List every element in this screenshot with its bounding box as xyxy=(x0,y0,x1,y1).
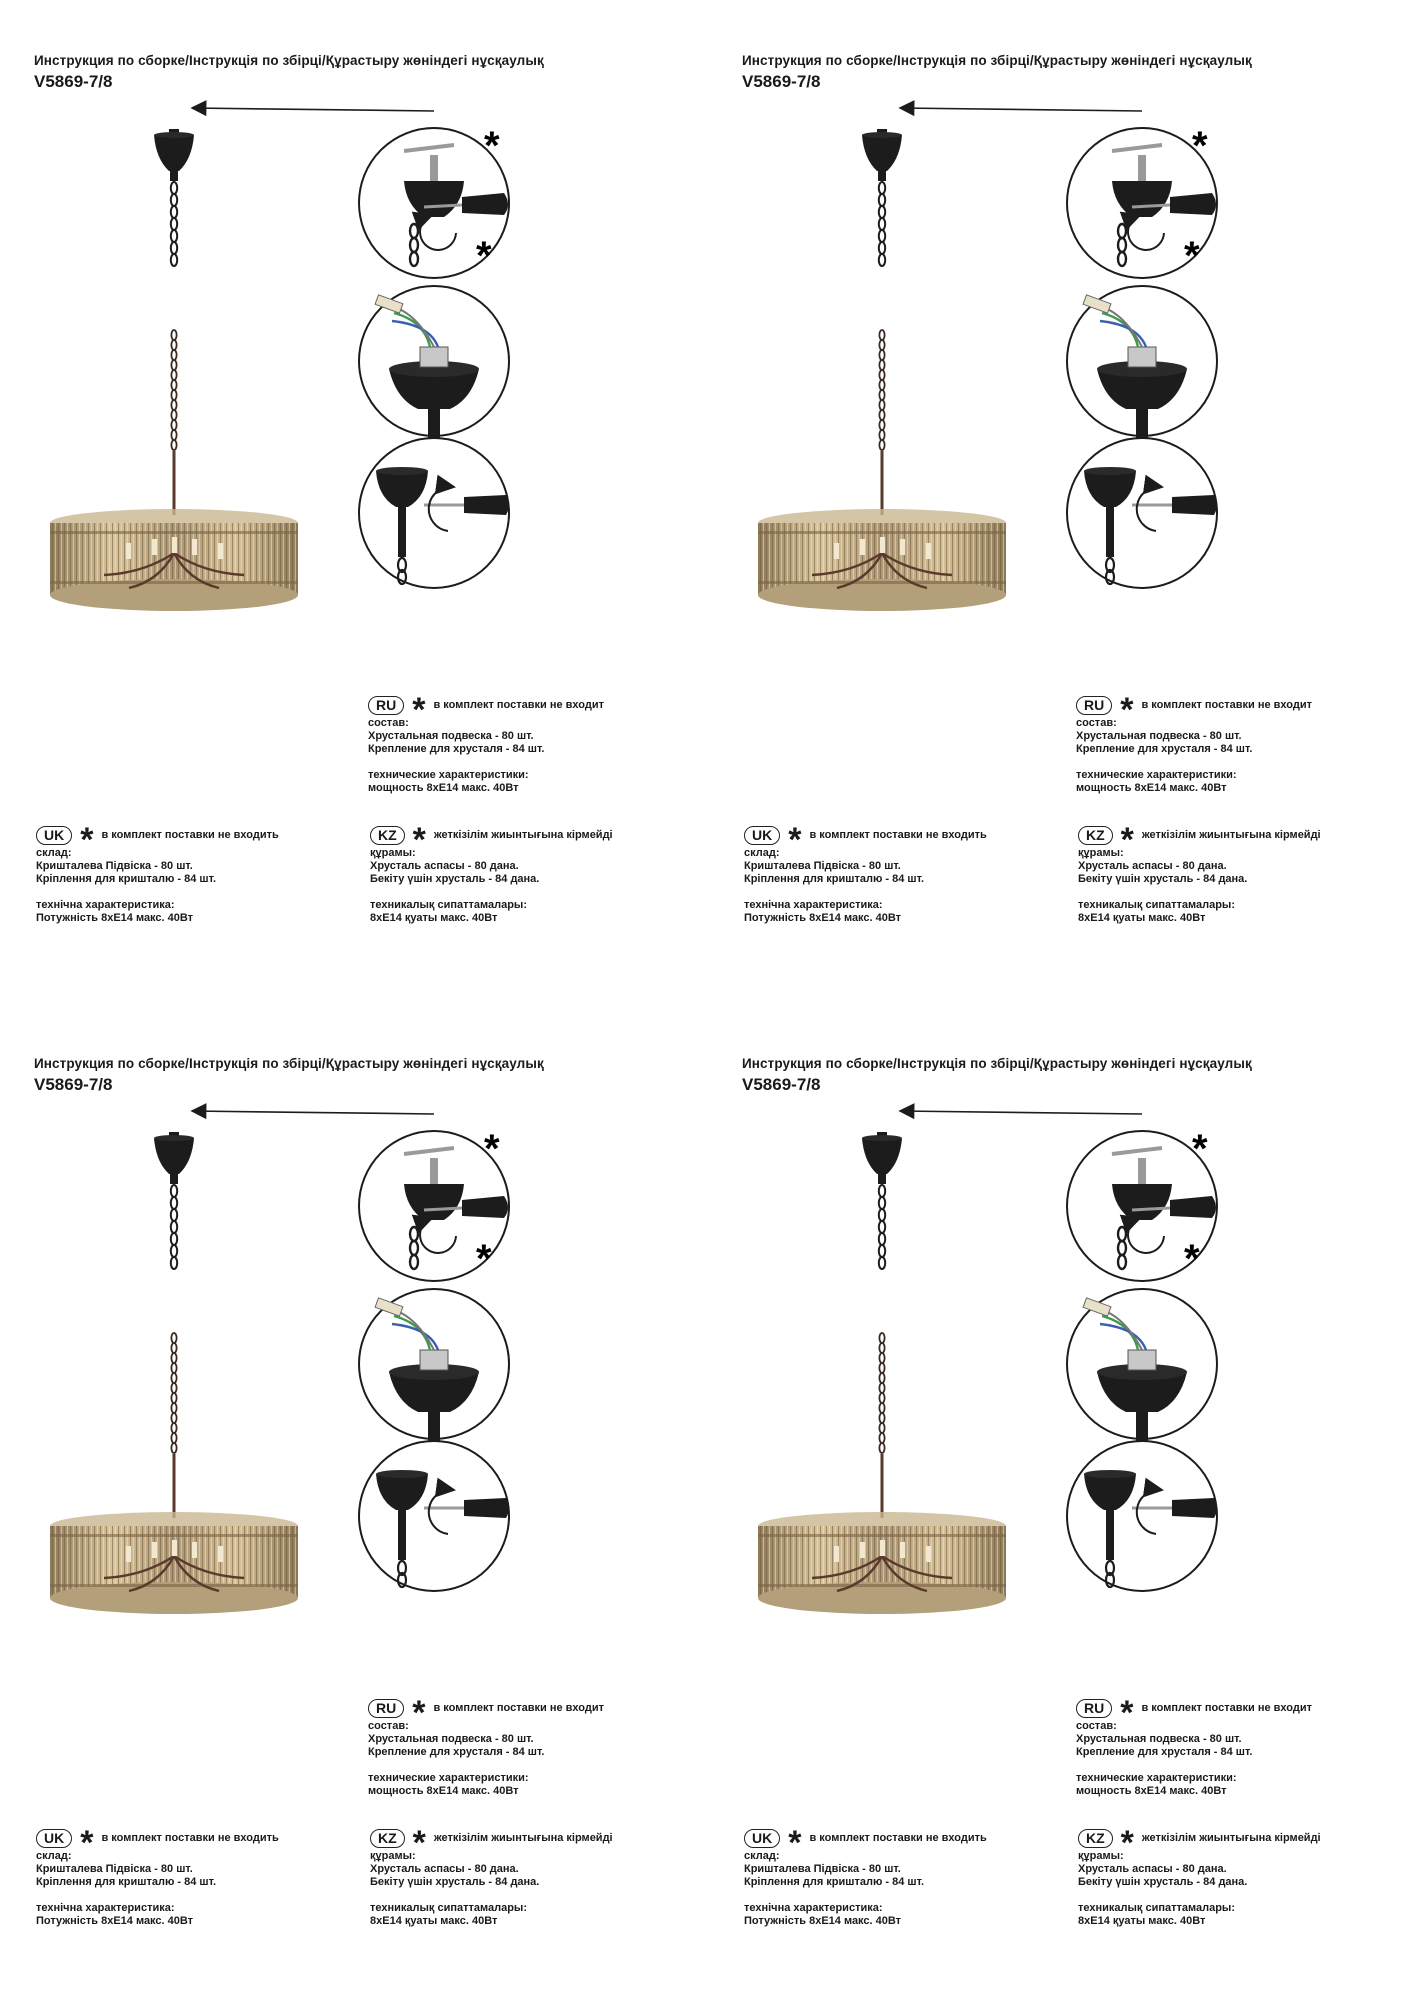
instruction-title: Инструкция по сборке/Інструкція по збірці/Құрастыру жөніндегі нұсқаулық xyxy=(742,1056,1252,1071)
asterisk-icon: * xyxy=(412,1824,426,1862)
language-badge-uk: UK xyxy=(744,826,780,845)
detail-mounting-screws xyxy=(359,1127,509,1281)
asterisk-icon: * xyxy=(1192,124,1208,168)
language-badge-uk: UK xyxy=(744,1829,780,1848)
composition-item: Кріплення для кришталю - 84 шт. xyxy=(744,1876,925,1888)
language-badge-ru: RU xyxy=(1076,1699,1112,1718)
asterisk-icon: * xyxy=(1120,821,1134,859)
composition-item: Кріплення для кришталю - 84 шт. xyxy=(744,873,925,885)
detail-mounting-screws xyxy=(1067,124,1217,278)
chandelier-illustration xyxy=(50,1512,298,1614)
composition-label: состав: xyxy=(1076,717,1117,729)
composition-item: Кришталева Підвіска - 80 шт. xyxy=(36,1863,193,1875)
chain-icon xyxy=(879,182,885,266)
composition-label: құрамы: xyxy=(1078,1850,1124,1862)
chain-icon xyxy=(879,1333,884,1453)
chain-icon xyxy=(171,1333,176,1453)
specs-value: Потужність 8хЕ14 макс. 40Вт xyxy=(744,912,902,924)
specs-label: технічна характеристика: xyxy=(36,1902,175,1914)
composition-label: склад: xyxy=(744,1850,780,1862)
composition-label: құрамы: xyxy=(370,847,416,859)
composition-label: склад: xyxy=(36,847,72,859)
specs-label: технические характеристики: xyxy=(1076,769,1237,781)
composition-item: Кріплення для кришталю - 84 шт. xyxy=(36,873,217,885)
specs-value: мощность 8хЕ14 макс. 40Вт xyxy=(368,1785,519,1797)
not-included-note: в комплект поставки не входит xyxy=(1141,699,1312,711)
pointer-arrow xyxy=(900,1111,1142,1114)
chain-icon xyxy=(879,330,884,450)
uk-description xyxy=(36,1850,216,1928)
specs-label: технічна характеристика: xyxy=(36,899,175,911)
ru-description xyxy=(1076,717,1252,795)
model-number: V5869-7/8 xyxy=(34,1075,113,1094)
composition-item: Хрусталь аспасы - 80 дана. xyxy=(1078,860,1227,872)
composition-label: состав: xyxy=(368,717,409,729)
assembly-illustration xyxy=(34,1056,714,1616)
specs-label: технические характеристики: xyxy=(368,769,529,781)
composition-label: состав: xyxy=(1076,1720,1117,1732)
instruction-title: Инструкция по сборке/Інструкція по збірці/Құрастыру жөніндегі нұсқаулық xyxy=(742,53,1252,68)
chain-icon xyxy=(879,1185,885,1269)
composition-item: Кріплення для кришталю - 84 шт. xyxy=(36,1876,217,1888)
detail-wiring xyxy=(359,1289,509,1442)
asterisk-icon: * xyxy=(1192,1127,1208,1171)
specs-value: Потужність 8хЕ14 макс. 40Вт xyxy=(744,1915,902,1927)
composition-item: Кришталева Підвіска - 80 шт. xyxy=(744,860,901,872)
language-badge-uk: UK xyxy=(36,1829,72,1848)
asterisk-icon: * xyxy=(476,234,492,278)
asterisk-icon: * xyxy=(80,821,94,859)
asterisk-icon: * xyxy=(80,1824,94,1862)
instruction-block xyxy=(742,1056,1415,2016)
composition-item: Хрустальная подвеска - 80 шт. xyxy=(368,1733,534,1745)
ru-description xyxy=(1076,1720,1252,1798)
ru-description xyxy=(368,1720,544,1798)
asterisk-icon: * xyxy=(788,821,802,859)
kz-description xyxy=(370,1850,539,1928)
specs-value: 8хЕ14 қуаты макс. 40Вт xyxy=(370,1915,498,1927)
detail-wiring xyxy=(359,286,509,439)
asterisk-icon: * xyxy=(1120,1824,1134,1862)
language-badge-ru: RU xyxy=(368,1699,404,1718)
composition-item: Крепление для хрусталя - 84 шт. xyxy=(1076,743,1253,755)
language-badge-kz: KZ xyxy=(370,1829,405,1848)
not-included-note: в комплект поставки не входит xyxy=(433,699,604,711)
composition-label: состав: xyxy=(368,1720,409,1732)
not-included-note: в комплект поставки не входить xyxy=(101,1832,279,1844)
detail-wiring xyxy=(1067,286,1217,439)
composition-item: Хрусталь аспасы - 80 дана. xyxy=(370,860,519,872)
composition-item: Бекіту үшін хрусталь - 84 дана. xyxy=(1078,873,1248,885)
composition-item: Крепление для хрусталя - 84 шт. xyxy=(368,743,545,755)
ceiling-canopy-icon xyxy=(862,129,902,181)
composition-item: Крепление для хрусталя - 84 шт. xyxy=(1076,1746,1253,1758)
composition-label: құрамы: xyxy=(1078,847,1124,859)
specs-label: технические характеристики: xyxy=(368,1772,529,1784)
assembly-illustration xyxy=(742,53,1415,613)
composition-label: құрамы: xyxy=(370,1850,416,1862)
specs-label: технічна характеристика: xyxy=(744,899,883,911)
specs-value: 8хЕ14 қуаты макс. 40Вт xyxy=(1078,912,1206,924)
specs-label: техникалық сипаттамалары: xyxy=(370,1902,527,1914)
asterisk-icon: * xyxy=(788,1824,802,1862)
kz-description xyxy=(1078,847,1247,925)
kz-description xyxy=(370,847,539,925)
ceiling-canopy-icon xyxy=(154,1132,194,1184)
not-included-note: в комплект поставки не входить xyxy=(809,829,987,841)
asterisk-icon: * xyxy=(484,124,500,168)
composition-item: Кришталева Підвіска - 80 шт. xyxy=(36,860,193,872)
composition-item: Кришталева Підвіска - 80 шт. xyxy=(744,1863,901,1875)
instruction-block xyxy=(34,53,714,1013)
specs-value: Потужність 8хЕ14 макс. 40Вт xyxy=(36,912,194,924)
composition-item: Хрустальная подвеска - 80 шт. xyxy=(368,730,534,742)
language-badge-kz: KZ xyxy=(1078,826,1113,845)
asterisk-icon: * xyxy=(1120,1694,1134,1732)
model-number: V5869-7/8 xyxy=(742,1075,821,1094)
asterisk-icon: * xyxy=(412,1694,426,1732)
specs-value: мощность 8хЕ14 макс. 40Вт xyxy=(368,782,519,794)
detail-canopy-screw xyxy=(359,1441,509,1591)
asterisk-icon: * xyxy=(1120,691,1134,729)
instruction-title: Инструкция по сборке/Інструкція по збірці/Құрастыру жөніндегі нұсқаулық xyxy=(34,53,544,68)
assembly-illustration xyxy=(742,1056,1415,1616)
ceiling-canopy-icon xyxy=(862,1132,902,1184)
language-badge-ru: RU xyxy=(1076,696,1112,715)
composition-item: Бекіту үшін хрусталь - 84 дана. xyxy=(370,873,540,885)
ceiling-canopy-icon xyxy=(154,129,194,181)
composition-item: Хрустальная подвеска - 80 шт. xyxy=(1076,1733,1242,1745)
specs-value: мощность 8хЕ14 макс. 40Вт xyxy=(1076,782,1227,794)
not-included-note: жеткізілім жиынтығына кірмейді xyxy=(433,1832,613,1844)
detail-canopy-screw xyxy=(1067,438,1217,588)
not-included-note: жеткізілім жиынтығына кірмейді xyxy=(1141,1832,1321,1844)
not-included-note: в комплект поставки не входить xyxy=(809,1832,987,1844)
asterisk-icon: * xyxy=(412,821,426,859)
not-included-note: в комплект поставки не входит xyxy=(433,1702,604,1714)
chain-icon xyxy=(171,182,177,266)
chandelier-illustration xyxy=(50,509,298,611)
specs-label: технічна характеристика: xyxy=(744,1902,883,1914)
composition-label: склад: xyxy=(36,1850,72,1862)
not-included-note: жеткізілім жиынтығына кірмейді xyxy=(1141,829,1321,841)
composition-item: Хрустальная подвеска - 80 шт. xyxy=(1076,730,1242,742)
detail-canopy-screw xyxy=(359,438,509,588)
chain-icon xyxy=(171,330,176,450)
asterisk-icon: * xyxy=(1184,1237,1200,1281)
specs-label: техникалық сипаттамалары: xyxy=(370,899,527,911)
specs-value: мощность 8хЕ14 макс. 40Вт xyxy=(1076,1785,1227,1797)
composition-item: Хрусталь аспасы - 80 дана. xyxy=(370,1863,519,1875)
instruction-block xyxy=(742,53,1415,1013)
specs-value: Потужність 8хЕ14 макс. 40Вт xyxy=(36,1915,194,1927)
composition-item: Крепление для хрусталя - 84 шт. xyxy=(368,1746,545,1758)
chandelier-illustration xyxy=(758,509,1006,611)
composition-item: Бекіту үшін хрусталь - 84 дана. xyxy=(1078,1876,1248,1888)
model-number: V5869-7/8 xyxy=(34,72,113,91)
composition-item: Хрусталь аспасы - 80 дана. xyxy=(1078,1863,1227,1875)
language-badge-kz: KZ xyxy=(1078,1829,1113,1848)
instruction-block xyxy=(34,1056,714,2016)
detail-mounting-screws xyxy=(359,124,509,278)
pointer-arrow xyxy=(192,1111,434,1114)
asterisk-icon: * xyxy=(412,691,426,729)
assembly-illustration xyxy=(34,53,714,613)
specs-label: техникалық сипаттамалары: xyxy=(1078,899,1235,911)
specs-label: технические характеристики: xyxy=(1076,1772,1237,1784)
uk-description xyxy=(36,847,216,925)
composition-item: Бекіту үшін хрусталь - 84 дана. xyxy=(370,1876,540,1888)
kz-description xyxy=(1078,1850,1247,1928)
specs-label: техникалық сипаттамалары: xyxy=(1078,1902,1235,1914)
not-included-note: в комплект поставки не входит xyxy=(1141,1702,1312,1714)
uk-description xyxy=(744,1850,924,1928)
model-number: V5869-7/8 xyxy=(742,72,821,91)
instruction-title: Инструкция по сборке/Інструкція по збірці/Құрастыру жөніндегі нұсқаулық xyxy=(34,1056,544,1071)
ru-description xyxy=(368,717,544,795)
uk-description xyxy=(744,847,924,925)
detail-wiring xyxy=(1067,1289,1217,1442)
not-included-note: в комплект поставки не входить xyxy=(101,829,279,841)
chain-icon xyxy=(171,1185,177,1269)
specs-value: 8хЕ14 қуаты макс. 40Вт xyxy=(370,912,498,924)
detail-mounting-screws xyxy=(1067,1127,1217,1281)
not-included-note: жеткізілім жиынтығына кірмейді xyxy=(433,829,613,841)
pointer-arrow xyxy=(192,108,434,111)
asterisk-icon: * xyxy=(1184,234,1200,278)
composition-label: склад: xyxy=(744,847,780,859)
chandelier-illustration xyxy=(758,1512,1006,1614)
language-badge-uk: UK xyxy=(36,826,72,845)
asterisk-icon: * xyxy=(484,1127,500,1171)
language-badge-ru: RU xyxy=(368,696,404,715)
pointer-arrow xyxy=(900,108,1142,111)
detail-canopy-screw xyxy=(1067,1441,1217,1591)
asterisk-icon: * xyxy=(476,1237,492,1281)
specs-value: 8хЕ14 қуаты макс. 40Вт xyxy=(1078,1915,1206,1927)
language-badge-kz: KZ xyxy=(370,826,405,845)
